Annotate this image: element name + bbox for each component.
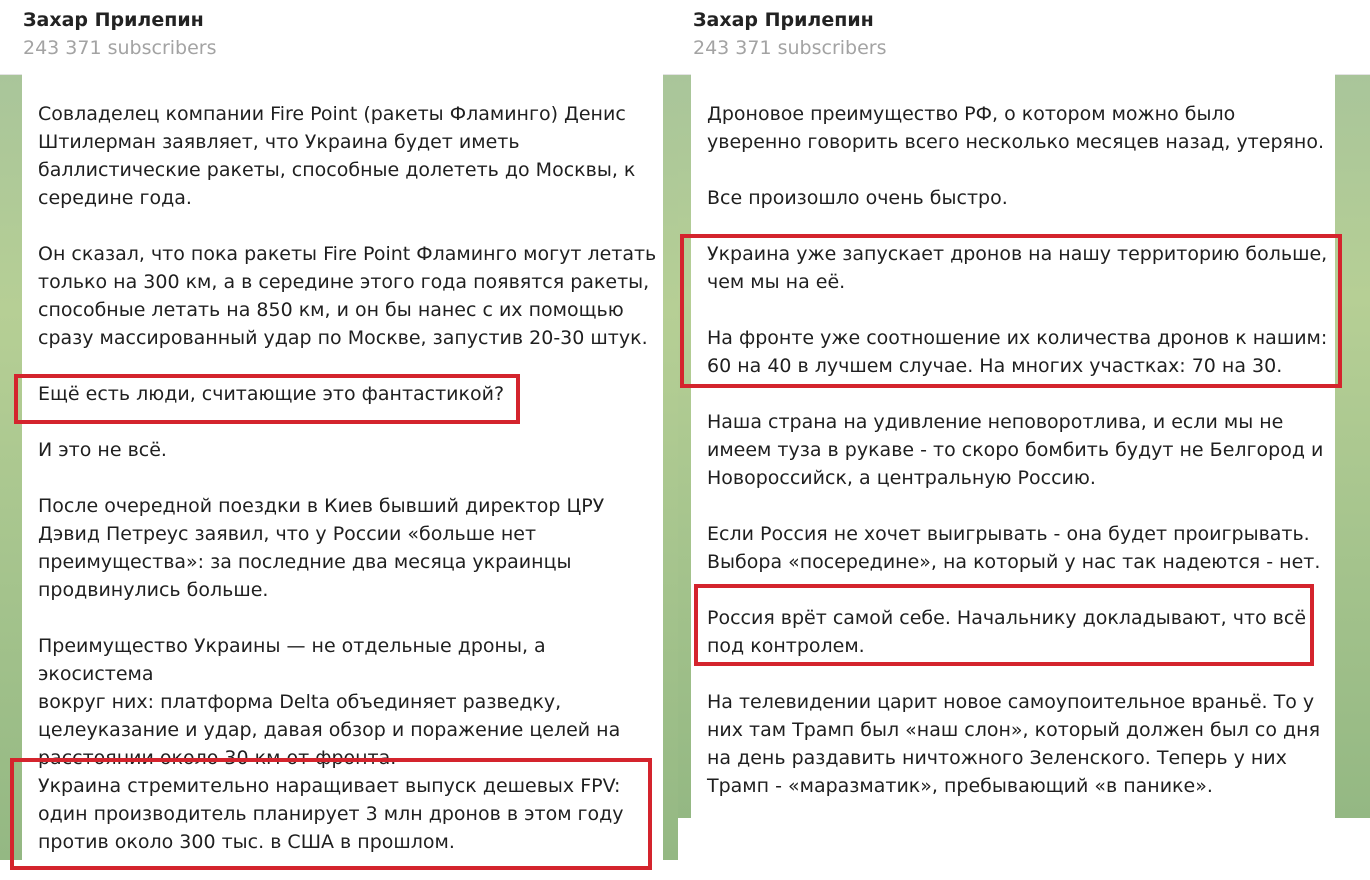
- message-paragraph: На фронте уже соотношение их количества дронов к нашим: 60 на 40 в лучшем случае. На многих участках: 70 на 30.: [707, 327, 1328, 377]
- channel-name[interactable]: Захар Прилепин: [23, 9, 204, 31]
- message-paragraph: Дроновое преимущество РФ, о котором можно было уверенно говорить всего несколько месяцев назад, утеряно.: [707, 103, 1325, 153]
- message-paragraph: Если Россия не хочет выигрывать - она будет проигрывать. Выбора «посередине», на который у нас так надеются - нет.: [707, 523, 1321, 573]
- message-paragraph: Он сказал, что пока ракеты Fire Point Фламинго могут летать только на 300 км, а в середине этого года появятся ракеты, способные летать на 850 км, и он бы нанес с их помощью сразу массированный удар по Москве, запустив 20-30 штук.: [38, 243, 657, 349]
- message-paragraph: Все произошло очень быстро.: [707, 187, 1008, 209]
- channel-name[interactable]: Захар Прилепин: [693, 9, 874, 31]
- right-channel-panel: [678, 0, 1370, 880]
- message-paragraph: Ещё есть люди, считающие это фантастикой?: [38, 383, 505, 405]
- message-bubble[interactable]: [691, 74, 1335, 820]
- subscriber-count: 243 371 subscribers: [693, 37, 887, 59]
- message-paragraph: После очередной поездки в Киев бывший директор ЦРУ Дэвид Петреус заявил, что у России «больше нет преимущества»: за последние два месяца украинцы продвинулись больше.: [38, 495, 605, 601]
- message-paragraph: Украина стремительно наращивает выпуск дешевых FPV: один производитель планирует 3 млн дронов в этом году против около 300 тыс. в США в прошлом.: [38, 775, 624, 853]
- highlight-box: [10, 758, 652, 870]
- message-paragraph: На телевидении царит новое самоупоительное враньё. То у них там Трамп был «наш слон», который должен был со дня на день раздавить ничтожного Зеленского. Теперь у них Трамп - «маразматик», пребывающий «в панике».: [707, 691, 1321, 797]
- channel-header[interactable]: [0, 0, 678, 75]
- left-channel-panel: [0, 0, 678, 880]
- highlight-box: [694, 584, 1314, 666]
- message-paragraph: И это не всё.: [38, 439, 167, 461]
- message-paragraph: Преимущество Украины — не отдельные дроны, а экосистема вокруг них: платформа Delta объединяет разведку, целеуказание и удар, давая обзор и поражение целей на расстоянии около 30 км от фронта.: [38, 635, 621, 769]
- highlight-box: [680, 234, 1342, 388]
- subscriber-count: 243 371 subscribers: [23, 37, 217, 59]
- message-paragraph: Наша страна на удивление неповоротлива, и если мы не имеем туза в рукаве - то скоро бомбить будут не Белгород и Новороссийск, а центральную Россию.: [707, 411, 1324, 489]
- highlight-box: [14, 374, 520, 424]
- message-paragraph: Совладелец компании Fire Point (ракеты Фламинго) Денис Штилерман заявляет, что Украина будет иметь баллистические ракеты, способные долететь до Москвы, к середине года.: [38, 103, 636, 209]
- message-paragraph: Россия врёт самой себе. Начальнику докладывают, что всё под контролем.: [707, 607, 1307, 657]
- message-paragraph: Украина уже запускает дронов на нашу территорию больше, чем мы на её.: [707, 243, 1328, 293]
- channel-header[interactable]: [678, 0, 1370, 75]
